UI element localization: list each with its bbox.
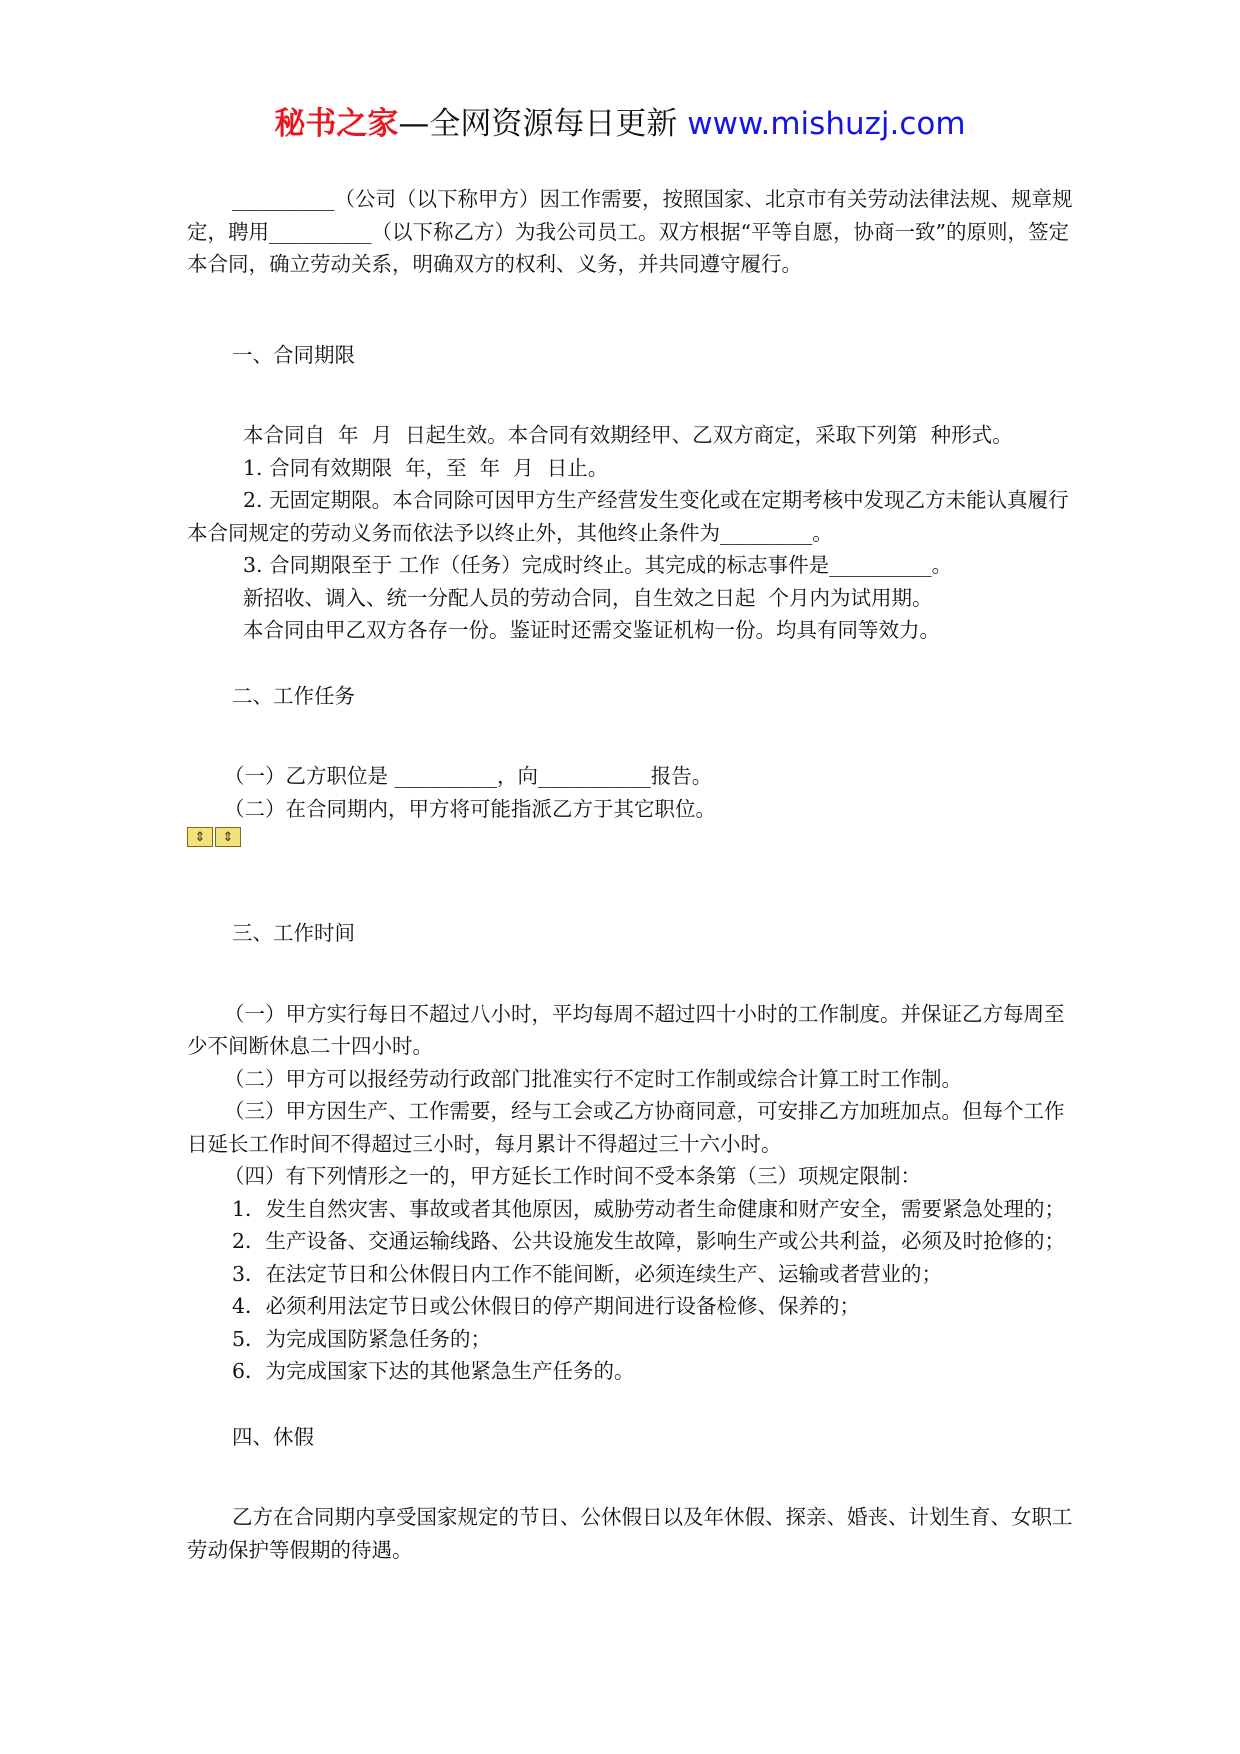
paragraph: （一）甲方实行每日不超过八小时，平均每周不超过四十小时的工作制度。并保证乙方每周至少不间断休息二十四小时。 (187, 1001, 1065, 1058)
section-title-term: 一、合同期限 (232, 342, 355, 367)
paragraph: 本合同自 年 月 日起生效。本合同有效期经甲、乙双方商定，采取下列第 种形式。 (243, 423, 1013, 447)
paragraph: 4．必须利用法定节日或公休假日的停产期间进行设备检修、保养的； (232, 1294, 861, 1318)
contract-document (187, 183, 1077, 1566)
paragraph: 2．生产设备、交通运输线路、公共设施发生故障，影响生产或公共利益，必须及时抢修的； (232, 1229, 1066, 1253)
embedded-toolbar (187, 827, 1077, 847)
section-title-leave: 四、休假 (232, 1424, 314, 1449)
site-url-link[interactable]: www.mishuzj.com (687, 106, 966, 142)
paragraph: 1．发生自然灾害、事故或者其他原因，威胁劳动者生命健康和财产安全，需要紧急处理的； (232, 1196, 1066, 1221)
double-arrow-icon[interactable]: ⇕ (187, 827, 213, 847)
paragraph: 本合同由甲乙双方各存一份。鉴证时还需交鉴证机构一份。均具有同等效力。 (243, 618, 940, 642)
paragraph: （一）乙方职位是 __________，向___________报告。 (224, 764, 713, 788)
paragraph: （三）甲方因生产、工作需要，经与工会或乙方协商同意，可安排乙方加班加点。但每个工作日延长工作时间不得超过三小时，每月累计不得超过三十六小时。 (187, 1099, 1065, 1156)
paragraph: 2. 无固定期限。本合同除可因甲方生产经营发生变化或在定期考核中发现乙方未能认真履行本合同规定的劳动义务而依法予以终止外，其他终止条件为_________。 (187, 488, 1069, 545)
paragraph: 新招收、调入、统一分配人员的劳动合同，自生效之日起 个月内为试用期。 (243, 585, 933, 610)
paragraph: （二）在合同期内，甲方将可能指派乙方于其它职位。 (224, 796, 716, 821)
paragraph: （二）甲方可以报经劳动行政部门批准实行不定时工作制或综合计算工时工作制。 (224, 1066, 962, 1091)
section-title-hours: 三、工作时间 (232, 921, 355, 945)
paragraph: 乙方在合同期内享受国家规定的节日、公休假日以及年休假、探亲、婚丧、计划生育、女职工劳动保护等假期的待遇。 (187, 1505, 1073, 1562)
paragraph: 5．为完成国防紧急任务的； (232, 1326, 492, 1351)
paragraph: 6．为完成国家下达的其他紧急生产任务的。 (232, 1359, 635, 1383)
paragraph: 1. 合同有效期限 年，至 年 月 日止。 (243, 455, 609, 480)
section-title-duties: 二、工作任务 (232, 683, 355, 708)
double-arrow-icon[interactable]: ⇕ (215, 827, 241, 847)
site-brand: 秘书之家 (274, 106, 399, 142)
site-header (0, 104, 1240, 144)
paragraph: 3．在法定节日和公休假日内工作不能间断，必须连续生产、运输或者营业的； (232, 1261, 943, 1286)
paragraph: （四）有下列情形之一的，甲方延长工作时间不受本条第（三）项规定限制： (224, 1164, 921, 1188)
intro-paragraph: __________（公司（以下称甲方）因工作需要，按照国家、北京市有关劳动法律法规、规章规定，聘用__________（以下称乙方）为我公司员工。双方根据“平等自愿，协商一致”的原则，签定本合同，确立劳动关系，明确双方的权利、义务，并共同遵守履行。 (187, 187, 1073, 276)
site-tagline: —全网资源每日更新 (398, 106, 678, 142)
paragraph: 3. 合同期限至于 工作（任务）完成时终止。其完成的标志事件是__________。 (243, 553, 953, 577)
